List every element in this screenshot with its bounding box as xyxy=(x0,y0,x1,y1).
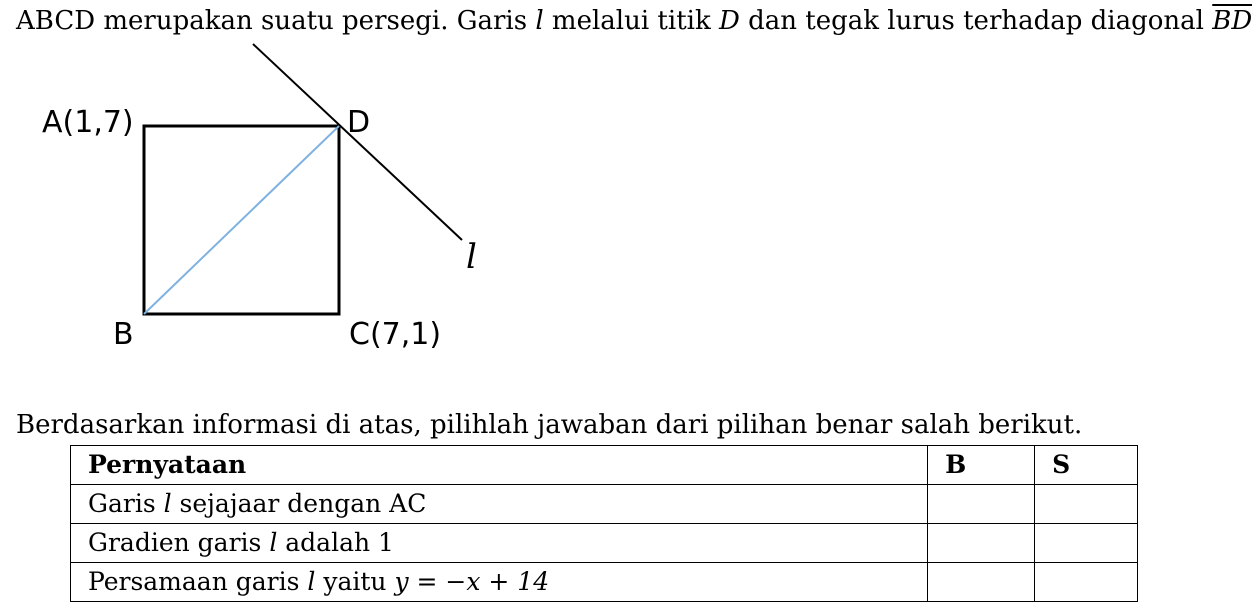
question-intro xyxy=(16,4,1252,38)
intro-text-1: ABCD merupakan suatu persegi. Garis xyxy=(16,6,536,36)
var-l: l xyxy=(307,567,316,596)
label-b: B xyxy=(113,317,134,352)
header-benar: B xyxy=(928,446,1035,485)
diagonal-bd xyxy=(144,126,339,314)
label-a: A(1,7) xyxy=(42,105,134,140)
instruction-text: Berdasarkan informasi di atas, pilihlah jawaban dari pilihan benar salah berikut. xyxy=(16,410,1083,440)
statement-text: Gradien garis xyxy=(88,528,270,557)
statement-cell xyxy=(71,563,928,602)
label-l: l xyxy=(466,237,477,277)
square-figure xyxy=(0,40,520,374)
header-salah: S xyxy=(1035,446,1138,485)
statement-text: yaitu xyxy=(315,567,395,596)
geometry-diagram xyxy=(0,40,520,370)
answer-cell-benar[interactable] xyxy=(928,563,1035,602)
header-statement: Pernyataan xyxy=(71,446,928,485)
var-d: D xyxy=(718,6,740,36)
equation-text: y = −x + 14 xyxy=(394,567,550,596)
var-l: l xyxy=(163,489,172,518)
line-l xyxy=(253,44,462,240)
statement-text: Persamaan garis xyxy=(88,567,308,596)
table-row xyxy=(71,524,1138,563)
answer-cell-benar[interactable] xyxy=(928,524,1035,563)
answer-cell-salah[interactable] xyxy=(1035,485,1138,524)
statement-cell xyxy=(71,485,928,524)
diagonal-bd-label: $\overline{BD}$ xyxy=(1212,6,1252,36)
intro-text-3: dan tegak lurus terhadap diagonal xyxy=(739,6,1213,36)
table-row xyxy=(71,563,1138,602)
answer-cell-benar[interactable] xyxy=(928,485,1035,524)
statement-cell xyxy=(71,524,928,563)
answer-cell-salah[interactable] xyxy=(1035,524,1138,563)
table-row xyxy=(71,485,1138,524)
statement-text: sejajaar dengan AC xyxy=(171,489,427,518)
answer-cell-salah[interactable] xyxy=(1035,563,1138,602)
statement-text: Garis xyxy=(88,489,164,518)
label-d: D xyxy=(347,105,371,140)
statement-text: adalah 1 xyxy=(277,528,394,557)
intro-text-2: melalui titik xyxy=(543,6,719,36)
statement-table xyxy=(70,445,1138,602)
label-c: C(7,1) xyxy=(349,317,442,352)
var-l: l xyxy=(269,528,278,557)
table-header-row xyxy=(71,446,1138,485)
var-l: l xyxy=(535,6,544,36)
